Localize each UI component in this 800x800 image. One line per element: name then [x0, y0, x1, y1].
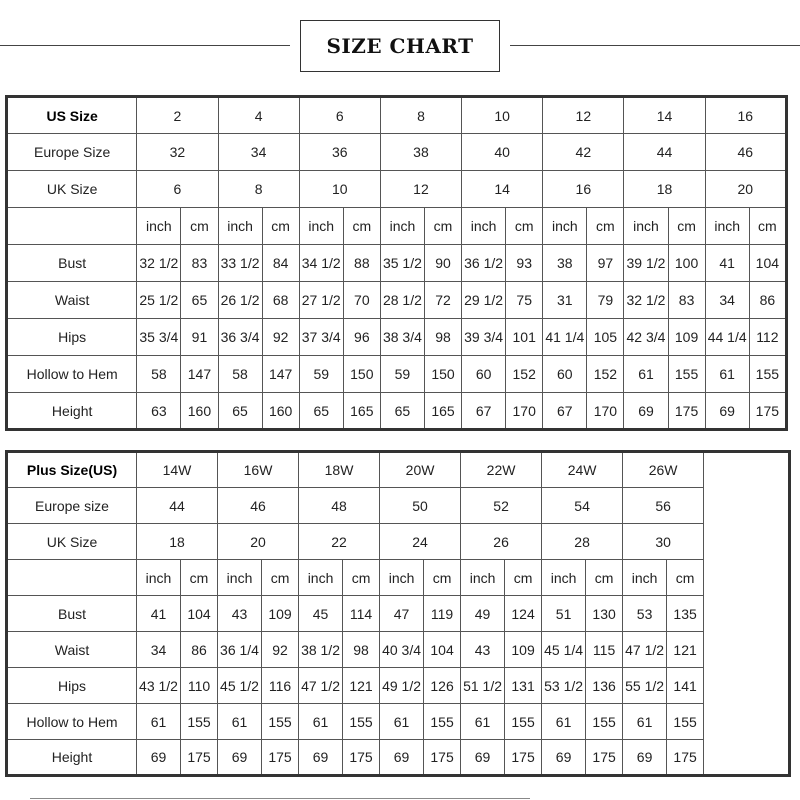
measurement-value: 79 — [587, 282, 624, 319]
size-row-cell: 24W — [542, 452, 623, 488]
measurement-value: 69 — [137, 740, 181, 776]
uk-size-row-cell: 30 — [623, 524, 704, 560]
measurement-value: 38 1/2 — [299, 632, 343, 668]
unit-cm: cm — [262, 208, 299, 245]
measurement-value: 175 — [505, 740, 542, 776]
size-row-cell: 4 — [218, 97, 299, 134]
measurement-value: 43 1/2 — [137, 668, 181, 704]
measurement-value: 61 — [705, 356, 749, 393]
unit-inch: inch — [299, 208, 343, 245]
measurement-value: 114 — [343, 596, 380, 632]
unit-inch: inch — [705, 208, 749, 245]
unit-row-label — [7, 208, 137, 245]
measurement-value: 100 — [668, 245, 705, 282]
unit-row — [7, 560, 790, 596]
size-row-cell: 26W — [623, 452, 704, 488]
unit-inch: inch — [624, 208, 668, 245]
measurement-value: 47 1/2 — [623, 632, 667, 668]
measurement-value: 61 — [623, 704, 667, 740]
measurement-value: 47 — [380, 596, 424, 632]
europe-size-row-cell: 52 — [461, 488, 542, 524]
measurement-value: 53 1/2 — [542, 668, 586, 704]
measurement-value: 116 — [262, 668, 299, 704]
unit-inch: inch — [380, 208, 424, 245]
measurement-value: 121 — [667, 632, 704, 668]
measurement-value: 44 1/4 — [705, 319, 749, 356]
measurement-value: 91 — [181, 319, 218, 356]
measurement-value: 69 — [705, 393, 749, 430]
size-row — [7, 97, 787, 134]
measurement-value: 147 — [262, 356, 299, 393]
measurement-value: 47 1/2 — [299, 668, 343, 704]
measurement-value: 41 1/4 — [543, 319, 587, 356]
size-row-cell: 8 — [380, 97, 461, 134]
uk-size-row — [7, 524, 790, 560]
measurement-row — [7, 704, 790, 740]
unit-inch: inch — [299, 560, 343, 596]
page-title: SIZE CHART — [300, 20, 500, 72]
measurement-value: 130 — [586, 596, 623, 632]
size-row-cell: 16 — [705, 97, 786, 134]
measurement-value: 45 1/4 — [542, 632, 586, 668]
measurement-value: 92 — [262, 632, 299, 668]
measurement-value: 36 3/4 — [218, 319, 262, 356]
measurement-label: Hollow to Hem — [7, 356, 137, 393]
measurement-value: 61 — [461, 704, 505, 740]
measurement-value: 35 1/2 — [380, 245, 424, 282]
measurement-value: 109 — [262, 596, 299, 632]
measurement-label: Bust — [7, 245, 137, 282]
measurement-value: 97 — [587, 245, 624, 282]
unit-cm: cm — [749, 208, 786, 245]
measurement-row — [7, 740, 790, 776]
measurement-value: 39 3/4 — [462, 319, 506, 356]
size-row-cell: 18W — [299, 452, 380, 488]
measurement-value: 65 — [181, 282, 218, 319]
europe-size-row-cell: 46 — [218, 488, 299, 524]
uk-size-row-cell: 8 — [218, 171, 299, 208]
measurement-value: 27 1/2 — [299, 282, 343, 319]
measurement-value: 75 — [506, 282, 543, 319]
blank-cell — [704, 704, 790, 740]
blank-cell — [704, 524, 790, 560]
measurement-value: 36 1/2 — [462, 245, 506, 282]
measurement-value: 69 — [624, 393, 668, 430]
measurement-value: 69 — [623, 740, 667, 776]
blank-cell — [704, 596, 790, 632]
unit-cm: cm — [505, 560, 542, 596]
uk-size-row-cell: 12 — [380, 171, 461, 208]
europe-size-row-label: Europe size — [7, 488, 137, 524]
measurement-value: 165 — [343, 393, 380, 430]
measurement-value: 101 — [506, 319, 543, 356]
measurement-value: 61 — [380, 704, 424, 740]
measurement-value: 61 — [542, 704, 586, 740]
measurement-value: 96 — [343, 319, 380, 356]
unit-inch: inch — [137, 208, 181, 245]
measurement-value: 42 3/4 — [624, 319, 668, 356]
measurement-value: 155 — [749, 356, 786, 393]
europe-size-row-cell: 34 — [218, 134, 299, 171]
europe-size-row-cell: 50 — [380, 488, 461, 524]
europe-size-row-cell: 32 — [137, 134, 218, 171]
europe-size-row — [7, 134, 787, 171]
uk-size-row-cell: 20 — [218, 524, 299, 560]
europe-size-row-cell: 46 — [705, 134, 786, 171]
measurement-value: 155 — [181, 704, 218, 740]
measurement-value: 83 — [668, 282, 705, 319]
measurement-value: 67 — [543, 393, 587, 430]
measurement-value: 31 — [543, 282, 587, 319]
measurement-value: 152 — [506, 356, 543, 393]
europe-size-row — [7, 488, 790, 524]
measurement-value: 38 3/4 — [380, 319, 424, 356]
measurement-value: 34 — [137, 632, 181, 668]
unit-cm: cm — [343, 560, 380, 596]
measurement-value: 61 — [218, 704, 262, 740]
blank-cell — [704, 452, 790, 488]
uk-size-row-cell: 24 — [380, 524, 461, 560]
measurement-value: 59 — [299, 356, 343, 393]
measurement-value: 65 — [218, 393, 262, 430]
measurement-value: 124 — [505, 596, 542, 632]
measurement-value: 84 — [262, 245, 299, 282]
unit-cm: cm — [667, 560, 704, 596]
measurement-value: 43 — [461, 632, 505, 668]
measurement-value: 61 — [137, 704, 181, 740]
unit-inch: inch — [462, 208, 506, 245]
measurement-value: 53 — [623, 596, 667, 632]
size-row-cell: 20W — [380, 452, 461, 488]
measurement-value: 170 — [587, 393, 624, 430]
europe-size-row-cell: 56 — [623, 488, 704, 524]
uk-size-row-cell: 26 — [461, 524, 542, 560]
measurement-value: 60 — [543, 356, 587, 393]
measurement-value: 49 — [461, 596, 505, 632]
blank-cell — [704, 488, 790, 524]
uk-size-row-cell: 20 — [705, 171, 786, 208]
europe-size-row-cell: 48 — [299, 488, 380, 524]
measurement-value: 119 — [424, 596, 461, 632]
measurement-value: 65 — [299, 393, 343, 430]
unit-cm: cm — [181, 208, 218, 245]
measurement-value: 131 — [505, 668, 542, 704]
unit-inch: inch — [137, 560, 181, 596]
uk-size-row-cell: 18 — [137, 524, 218, 560]
measurement-value: 175 — [749, 393, 786, 430]
measurement-value: 155 — [586, 704, 623, 740]
measurement-row — [7, 282, 787, 319]
measurement-label: Waist — [7, 282, 137, 319]
measurement-value: 115 — [586, 632, 623, 668]
unit-inch: inch — [218, 560, 262, 596]
unit-inch: inch — [542, 560, 586, 596]
size-row-cell: 2 — [137, 97, 218, 134]
unit-inch: inch — [623, 560, 667, 596]
measurement-value: 69 — [542, 740, 586, 776]
size-row-cell: 14 — [624, 97, 705, 134]
measurement-value: 160 — [181, 393, 218, 430]
measurement-value: 69 — [380, 740, 424, 776]
measurement-value: 67 — [462, 393, 506, 430]
blank-cell — [704, 668, 790, 704]
europe-size-row-cell: 54 — [542, 488, 623, 524]
measurement-value: 60 — [462, 356, 506, 393]
unit-cm: cm — [587, 208, 624, 245]
measurement-value: 29 1/2 — [462, 282, 506, 319]
size-row — [7, 452, 790, 488]
measurement-value: 61 — [624, 356, 668, 393]
measurement-value: 175 — [181, 740, 218, 776]
unit-cm: cm — [424, 560, 461, 596]
uk-size-row-cell: 16 — [543, 171, 624, 208]
europe-size-row-cell: 42 — [543, 134, 624, 171]
size-row-cell: 14W — [137, 452, 218, 488]
measurement-value: 98 — [343, 632, 380, 668]
uk-size-row-cell: 14 — [462, 171, 543, 208]
europe-size-row-label: Europe Size — [7, 134, 137, 171]
uk-size-row-cell: 6 — [137, 171, 218, 208]
measurement-row — [7, 356, 787, 393]
measurement-value: 86 — [181, 632, 218, 668]
measurement-label: Height — [7, 393, 137, 430]
measurement-value: 41 — [705, 245, 749, 282]
unit-inch: inch — [218, 208, 262, 245]
measurement-value: 40 3/4 — [380, 632, 424, 668]
measurement-value: 37 3/4 — [299, 319, 343, 356]
measurement-value: 175 — [343, 740, 380, 776]
measurement-value: 59 — [380, 356, 424, 393]
measurement-row — [7, 668, 790, 704]
measurement-value: 34 — [705, 282, 749, 319]
measurement-value: 155 — [505, 704, 542, 740]
size-row-cell: 6 — [299, 97, 380, 134]
measurement-value: 58 — [218, 356, 262, 393]
measurement-value: 63 — [137, 393, 181, 430]
blank-cell — [704, 560, 790, 596]
measurement-value: 155 — [424, 704, 461, 740]
measurement-value: 70 — [343, 282, 380, 319]
size-row-label: US Size — [7, 97, 137, 134]
measurement-value: 121 — [343, 668, 380, 704]
measurement-value: 104 — [424, 632, 461, 668]
measurement-label: Hips — [7, 319, 137, 356]
measurement-value: 25 1/2 — [137, 282, 181, 319]
measurement-value: 34 1/2 — [299, 245, 343, 282]
measurement-label: Hips — [7, 668, 137, 704]
measurement-value: 175 — [424, 740, 461, 776]
uk-size-row-cell: 10 — [299, 171, 380, 208]
europe-size-row-cell: 40 — [462, 134, 543, 171]
us-size-table — [5, 95, 788, 431]
measurement-value: 150 — [343, 356, 380, 393]
measurement-value: 51 — [542, 596, 586, 632]
measurement-value: 165 — [424, 393, 461, 430]
measurement-value: 175 — [668, 393, 705, 430]
size-row-label: Plus Size(US) — [7, 452, 137, 488]
header-rule-right — [510, 45, 800, 46]
measurement-value: 105 — [587, 319, 624, 356]
measurement-value: 36 1/4 — [218, 632, 262, 668]
measurement-label: Waist — [7, 632, 137, 668]
unit-cm: cm — [586, 560, 623, 596]
measurement-value: 32 1/2 — [137, 245, 181, 282]
measurement-value: 32 1/2 — [624, 282, 668, 319]
measurement-value: 150 — [424, 356, 461, 393]
unit-cm: cm — [262, 560, 299, 596]
measurement-label: Height — [7, 740, 137, 776]
unit-inch: inch — [543, 208, 587, 245]
measurement-value: 155 — [667, 704, 704, 740]
size-row-cell: 12 — [543, 97, 624, 134]
measurement-value: 147 — [181, 356, 218, 393]
measurement-value: 109 — [505, 632, 542, 668]
measurement-value: 58 — [137, 356, 181, 393]
header-rule-left — [0, 45, 290, 46]
measurement-value: 135 — [667, 596, 704, 632]
measurement-value: 55 1/2 — [623, 668, 667, 704]
measurement-value: 43 — [218, 596, 262, 632]
uk-size-row-cell: 28 — [542, 524, 623, 560]
measurement-value: 72 — [424, 282, 461, 319]
europe-size-row-cell: 44 — [624, 134, 705, 171]
measurement-value: 45 1/2 — [218, 668, 262, 704]
measurement-row — [7, 393, 787, 430]
measurement-value: 155 — [343, 704, 380, 740]
measurement-row — [7, 319, 787, 356]
measurement-value: 86 — [749, 282, 786, 319]
measurement-value: 175 — [667, 740, 704, 776]
measurement-value: 90 — [424, 245, 461, 282]
measurement-label: Hollow to Hem — [7, 704, 137, 740]
uk-size-row-cell: 18 — [624, 171, 705, 208]
measurement-value: 83 — [181, 245, 218, 282]
measurement-value: 155 — [262, 704, 299, 740]
plus-size-table — [5, 450, 791, 777]
unit-cm: cm — [506, 208, 543, 245]
measurement-label: Bust — [7, 596, 137, 632]
measurement-value: 39 1/2 — [624, 245, 668, 282]
measurement-value: 45 — [299, 596, 343, 632]
measurement-value: 175 — [586, 740, 623, 776]
measurement-value: 109 — [668, 319, 705, 356]
europe-size-row-cell: 38 — [380, 134, 461, 171]
unit-cm: cm — [668, 208, 705, 245]
measurement-value: 170 — [506, 393, 543, 430]
unit-cm: cm — [424, 208, 461, 245]
measurement-row — [7, 632, 790, 668]
measurement-value: 112 — [749, 319, 786, 356]
unit-inch: inch — [380, 560, 424, 596]
measurement-value: 104 — [181, 596, 218, 632]
uk-size-row — [7, 171, 787, 208]
unit-row-label — [7, 560, 137, 596]
measurement-value: 126 — [424, 668, 461, 704]
europe-size-row-cell: 44 — [137, 488, 218, 524]
size-row-cell: 16W — [218, 452, 299, 488]
measurement-value: 28 1/2 — [380, 282, 424, 319]
uk-size-row-label: UK Size — [7, 171, 137, 208]
measurement-value: 33 1/2 — [218, 245, 262, 282]
measurement-value: 26 1/2 — [218, 282, 262, 319]
measurement-value: 38 — [543, 245, 587, 282]
measurement-value: 69 — [299, 740, 343, 776]
size-row-cell: 22W — [461, 452, 542, 488]
measurement-value: 152 — [587, 356, 624, 393]
measurement-value: 41 — [137, 596, 181, 632]
blank-cell — [704, 632, 790, 668]
unit-row — [7, 208, 787, 245]
measurement-value: 141 — [667, 668, 704, 704]
measurement-value: 69 — [218, 740, 262, 776]
measurement-value: 93 — [506, 245, 543, 282]
measurement-value: 49 1/2 — [380, 668, 424, 704]
uk-size-row-cell: 22 — [299, 524, 380, 560]
measurement-value: 65 — [380, 393, 424, 430]
measurement-value: 68 — [262, 282, 299, 319]
measurement-value: 61 — [299, 704, 343, 740]
size-row-cell: 10 — [462, 97, 543, 134]
measurement-value: 88 — [343, 245, 380, 282]
unit-inch: inch — [461, 560, 505, 596]
measurement-value: 160 — [262, 393, 299, 430]
measurement-value: 51 1/2 — [461, 668, 505, 704]
measurement-row — [7, 245, 787, 282]
uk-size-row-label: UK Size — [7, 524, 137, 560]
unit-cm: cm — [181, 560, 218, 596]
blank-cell — [704, 740, 790, 776]
measurement-value: 136 — [586, 668, 623, 704]
measurement-value: 110 — [181, 668, 218, 704]
unit-cm: cm — [343, 208, 380, 245]
measurement-value: 98 — [424, 319, 461, 356]
europe-size-row-cell: 36 — [299, 134, 380, 171]
measurement-row — [7, 596, 790, 632]
measurement-value: 35 3/4 — [137, 319, 181, 356]
measurement-value: 155 — [668, 356, 705, 393]
measurement-value: 69 — [461, 740, 505, 776]
measurement-value: 92 — [262, 319, 299, 356]
bottom-rule — [30, 798, 530, 799]
measurement-value: 104 — [749, 245, 786, 282]
size-chart-header — [0, 0, 800, 90]
measurement-value: 175 — [262, 740, 299, 776]
